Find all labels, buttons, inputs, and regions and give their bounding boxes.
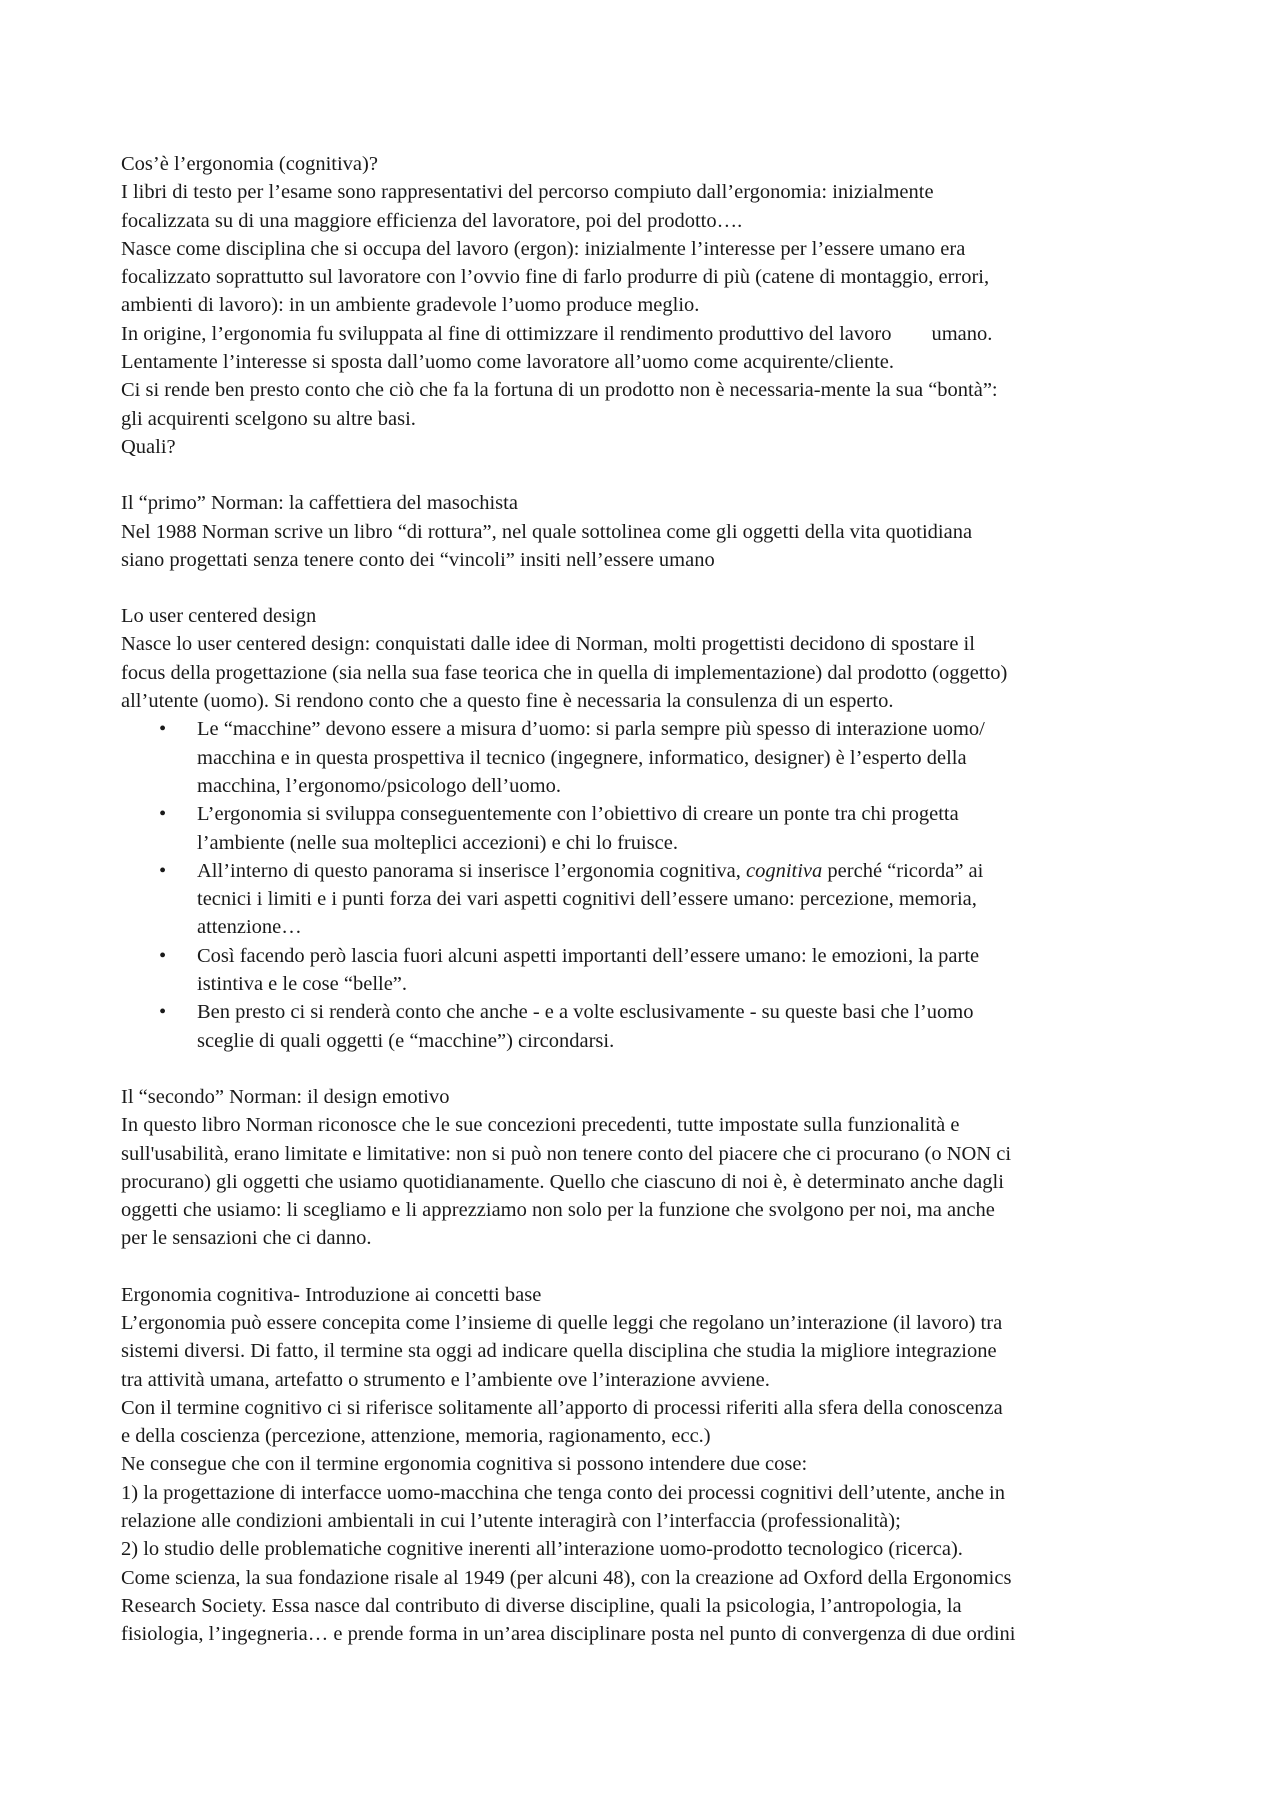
- text-line: L’ergonomia si sviluppa conseguentemente con l’obiettivo di creare un ponte tra chi progetta: [197, 803, 959, 826]
- text-line: Nel 1988 Norman scrive un libro “di rottura”, nel quale sottolinea come gli oggetti della vita quotidiana: [121, 520, 973, 543]
- text-line: Quali?: [121, 435, 176, 458]
- text-line: siano progettati senza tenere conto dei “vincoli” insiti nell’essere umano: [121, 548, 715, 571]
- section-secondo-norman: [121, 1083, 1180, 1253]
- section-ergonomia-cognitiva: [121, 1281, 1180, 1649]
- text-line: fisiologia, l’ingegneria… e prende forma in un’area disciplinare posta nel punto di convergenza di due ordini: [121, 1623, 1016, 1646]
- text-line: sceglie di quali oggetti (e “macchine”) circondarsi.: [197, 1029, 615, 1052]
- text-fragment: umano.: [931, 322, 993, 345]
- paragraph-gap: [121, 1253, 1180, 1281]
- text-line: Ben presto ci si renderà conto che anche - e a volte esclusivamente - su queste basi che l’uomo: [197, 1001, 974, 1024]
- text-line: [197, 857, 1180, 885]
- text-line: macchina e in questa prospettiva il tecnico (ingegnere, informatico, designer) è l’esperto della: [197, 746, 967, 769]
- text-line: Le “macchine” devono essere a misura d’uomo: si parla sempre più spesso di interazione uomo/: [197, 718, 985, 741]
- text-fragment: perché “ricorda” ai: [822, 859, 984, 882]
- italic-term: cognitiva: [746, 859, 823, 882]
- text-line: Così facendo però lascia fuori alcuni aspetti importanti dell’essere umano: le emozioni, la parte: [197, 944, 980, 967]
- text-line: istintiva e le cose “belle”.: [197, 973, 408, 996]
- text-line: all’utente (uomo). Si rendono conto che a questo fine è necessaria la consulenza di un esperto.: [121, 690, 894, 713]
- paragraph-gap: [121, 461, 1180, 489]
- paragraph-gap: [121, 1055, 1180, 1083]
- text-line: sull'usabilità, erano limitate e limitative: non si può non tenere conto del piacere che ci procurano (o NON ci: [121, 1142, 1012, 1165]
- text-line: L’ergonomia può essere concepita come l’insieme di quelle leggi che regolano un’interazione (il lavoro) tra: [121, 1311, 1003, 1334]
- text-line: sistemi diversi. Di fatto, il termine sta oggi ad indicare quella disciplina che studia la migliore integrazione: [121, 1340, 997, 1363]
- text-line: tecnici i limiti e i punti forza dei vari aspetti cognitivi dell’essere umano: percezione, memoria,: [197, 888, 977, 911]
- text-line: In questo libro Norman riconosce che le sue concezioni precedenti, tutte impostate sulla funzionalità e: [121, 1114, 960, 1137]
- bullet-icon: •: [159, 803, 167, 826]
- text-line: Ci si rende ben presto conto che ciò che fa la fortuna di un prodotto non è necessaria-mente la sua “bontà”:: [121, 379, 998, 402]
- text-line: [121, 320, 1180, 348]
- bullet-icon: •: [159, 859, 167, 882]
- section-heading: Ergonomia cognitiva- Introduzione ai concetti base: [121, 1283, 542, 1306]
- list-item: [159, 998, 1180, 1055]
- text-line: e della coscienza (percezione, attenzione, memoria, ragionamento, ecc.): [121, 1425, 711, 1448]
- text-line: Nasce lo user centered design: conquistati dalle idee di Norman, molti progettisti decidono di spostare il: [121, 633, 975, 656]
- text-line: gli acquirenti scelgono su altre basi.: [121, 407, 416, 430]
- text-line: procurano) gli oggetti che usiamo quotidianamente. Quello che ciascuno di noi è, è determinato anche dagli: [121, 1170, 1004, 1193]
- bullet-icon: •: [159, 1001, 167, 1024]
- list-item: [159, 800, 1180, 857]
- bullet-icon: •: [159, 944, 167, 967]
- text-line: focalizzato soprattutto sul lavoratore con l’ovvio fine di farlo produrre di più (catene di montaggio, errori,: [121, 266, 990, 289]
- text-line: 2) lo studio delle problematiche cognitive inerenti all’interazione uomo-prodotto tecnologico (ricerca).: [121, 1538, 963, 1561]
- section-heading: Cos’è l’ergonomia (cognitiva)?: [121, 153, 378, 175]
- text-line: Come scienza, la sua fondazione risale al 1949 (per alcuni 48), con la creazione ad Oxford della Ergonomics: [121, 1566, 1012, 1589]
- text-line: 1) la progettazione di interfacce uomo-macchina che tenga conto dei processi cognitivi dell’utente, anche in: [121, 1481, 1005, 1504]
- text-line: focus della progettazione (sia nella sua fase teorica che in quella di implementazione) dal prodotto (oggetto): [121, 661, 1008, 684]
- text-line: oggetti che usiamo: li scegliamo e li apprezziamo non solo per la funzione che svolgono per noi, ma anche: [121, 1199, 995, 1222]
- text-line: per le sensazioni che ci danno.: [121, 1227, 372, 1250]
- text-line: focalizzata su di una maggiore efficienza del lavoratore, poi del prodotto….: [121, 209, 743, 232]
- text-line: Lentamente l’interesse si sposta dall’uomo come lavoratore all’uomo come acquirente/cliente.: [121, 351, 895, 374]
- section-ergonomia: [121, 150, 1180, 461]
- list-item: [159, 857, 1180, 942]
- text-line: I libri di testo per l’esame sono rappresentativi del percorso compiuto dall’ergonomia: inizialmente: [121, 181, 934, 204]
- text-line: ambienti di lavoro): in un ambiente gradevole l’uomo produce meglio.: [121, 294, 700, 317]
- bullet-list: [121, 715, 1180, 1055]
- text-line: l’ambiente (nelle sua molteplici accezioni) e chi lo fruisce.: [197, 831, 678, 854]
- section-primo-norman: [121, 489, 1180, 574]
- text-line: Ne consegue che con il termine ergonomia cognitiva si possono intendere due cose:: [121, 1453, 808, 1476]
- text-fragment: All’interno di questo panorama si inserisce l’ergonomia cognitiva,: [197, 859, 746, 882]
- text-line: tra attività umana, artefatto o strumento e l’ambiente ove l’interazione avviene.: [121, 1368, 770, 1391]
- section-heading: Lo user centered design: [121, 605, 317, 628]
- paragraph-gap: [121, 574, 1180, 602]
- text-line: Nasce come disciplina che si occupa del lavoro (ergon): inizialmente l’interesse per l’essere umano era: [121, 237, 966, 260]
- list-item: [159, 715, 1180, 800]
- section-user-centered-design: [121, 602, 1180, 1055]
- bullet-icon: •: [159, 718, 167, 741]
- text-line: relazione alle condizioni ambientali in cui l’utente interagirà con l’interfaccia (professionalità);: [121, 1510, 901, 1533]
- text-fragment: In origine, l’ergonomia fu sviluppata al fine di ottimizzare il rendimento produttivo del lavoro: [121, 322, 892, 345]
- text-line: attenzione…: [197, 916, 302, 939]
- text-line: macchina, l’ergonomo/psicologo dell’uomo.: [197, 774, 561, 797]
- text-line: Con il termine cognitivo ci si riferisce solitamente all’apporto di processi riferiti alla sfera della conoscenza: [121, 1396, 1003, 1419]
- section-heading: Il “primo” Norman: la caffettiera del masochista: [121, 492, 518, 515]
- text-line: Research Society. Essa nasce dal contributo di diverse discipline, quali la psicologia, l’antropologia, la: [121, 1594, 962, 1617]
- section-heading: Il “secondo” Norman: il design emotivo: [121, 1085, 450, 1108]
- list-item: [159, 942, 1180, 999]
